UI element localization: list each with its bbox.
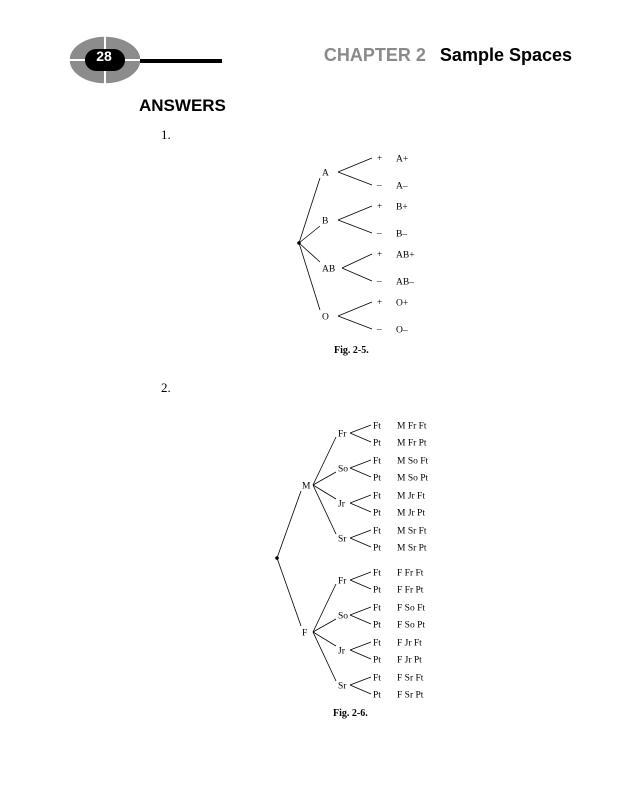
outcome-label: AB–: [396, 277, 414, 288]
outcome-label: O–: [396, 325, 408, 336]
branch-line: [350, 580, 371, 589]
sub-node-label: Jr: [338, 646, 345, 657]
outcome-label: O+: [396, 298, 409, 309]
branch-line: [313, 584, 336, 632]
outcome-label: F Jr Pt: [397, 655, 422, 666]
figure-caption-2-5: Fig. 2-5.: [334, 345, 369, 356]
chapter-label: CHAPTER 2: [323, 45, 426, 65]
branch-line: [350, 650, 371, 659]
page-number: 28: [96, 48, 112, 64]
leaf-label: Pt: [373, 508, 381, 519]
branch-line: [350, 460, 371, 468]
branch-line: [350, 677, 371, 685]
node-label: O: [322, 312, 329, 323]
branch-sign: +: [377, 298, 383, 308]
branch-sign: –: [377, 325, 382, 335]
branch-line: [350, 530, 371, 538]
leaf-label: Ft: [373, 673, 381, 684]
branch-sign: –: [377, 229, 382, 239]
outcome-label: M So Pt: [397, 473, 429, 484]
sub-node-label: Fr: [338, 429, 347, 440]
sub-node-label: Sr: [338, 681, 347, 692]
branch-line: [277, 558, 301, 626]
node-label: B: [322, 216, 329, 227]
leaf-label: Ft: [373, 421, 381, 432]
leaf-label: Pt: [373, 690, 381, 701]
answer-number-1: 1.: [161, 127, 171, 142]
branch-line: [313, 437, 336, 485]
outcome-label: M So Ft: [397, 456, 429, 467]
leaf-label: Ft: [373, 456, 381, 467]
leaf-label: Pt: [373, 585, 381, 596]
outcome-label: F Jr Ft: [397, 638, 422, 649]
leaf-label: Ft: [373, 491, 381, 502]
branch-line: [350, 495, 371, 503]
section-title: ANSWERS: [139, 96, 226, 115]
branch-sign: +: [377, 154, 383, 164]
outcome-label: M Jr Ft: [397, 491, 425, 502]
leaf-label: Ft: [373, 638, 381, 649]
leaf-label: Pt: [373, 620, 381, 631]
outcome-label: M Fr Pt: [397, 438, 427, 449]
sub-node-label: So: [338, 464, 349, 475]
leaf-label: Ft: [373, 526, 381, 537]
outcome-label: F Sr Ft: [397, 673, 424, 684]
sub-node-label: Sr: [338, 534, 347, 545]
outcome-label: F So Ft: [397, 603, 425, 614]
branch-line: [350, 425, 371, 433]
branch-line: [350, 642, 371, 650]
sub-node-label: Jr: [338, 499, 345, 510]
leaf-label: Pt: [373, 655, 381, 666]
answer-number-2: 2.: [161, 380, 171, 395]
branch-line: [277, 491, 301, 558]
branch-sign: +: [377, 202, 383, 212]
outcome-label: M Sr Ft: [397, 526, 427, 537]
branch-sign: –: [377, 181, 382, 191]
branch-line: [350, 538, 371, 547]
figure-caption-2-6: Fig. 2-6.: [333, 708, 368, 719]
outcome-label: A–: [396, 181, 408, 192]
leaf-label: Pt: [373, 543, 381, 554]
branch-sign: –: [377, 277, 382, 287]
outcome-label: B+: [396, 202, 408, 213]
outcome-label: F So Pt: [397, 620, 425, 631]
node-label: AB: [322, 264, 336, 275]
leaf-label: Ft: [373, 568, 381, 579]
branch-line: [350, 572, 371, 580]
branch-line: [350, 615, 371, 624]
node-label: A: [322, 168, 329, 179]
outcome-label: M Sr Pt: [397, 543, 427, 554]
outcome-label: F Fr Ft: [397, 568, 424, 579]
node-label: M: [302, 481, 311, 492]
branch-line: [350, 503, 371, 512]
outcome-label: A+: [396, 154, 409, 165]
outcome-label: F Sr Pt: [397, 690, 424, 701]
outcome-label: AB+: [396, 250, 415, 261]
outcome-label: M Jr Pt: [397, 508, 425, 519]
leaf-label: Pt: [373, 438, 381, 449]
outcome-label: B–: [396, 229, 408, 240]
branch-line: [350, 685, 371, 694]
sub-node-label: So: [338, 611, 349, 622]
branch-line: [350, 433, 371, 442]
node-label: F: [302, 628, 308, 639]
leaf-label: Pt: [373, 473, 381, 484]
branch-sign: +: [377, 250, 383, 260]
branch-line: [350, 468, 371, 477]
chapter-title: Sample Spaces: [439, 45, 572, 65]
outcome-label: M Fr Ft: [397, 421, 427, 432]
sub-node-label: Fr: [338, 576, 347, 587]
leaf-label: Ft: [373, 603, 381, 614]
branch-line: [350, 607, 371, 615]
outcome-label: F Fr Pt: [397, 585, 424, 596]
